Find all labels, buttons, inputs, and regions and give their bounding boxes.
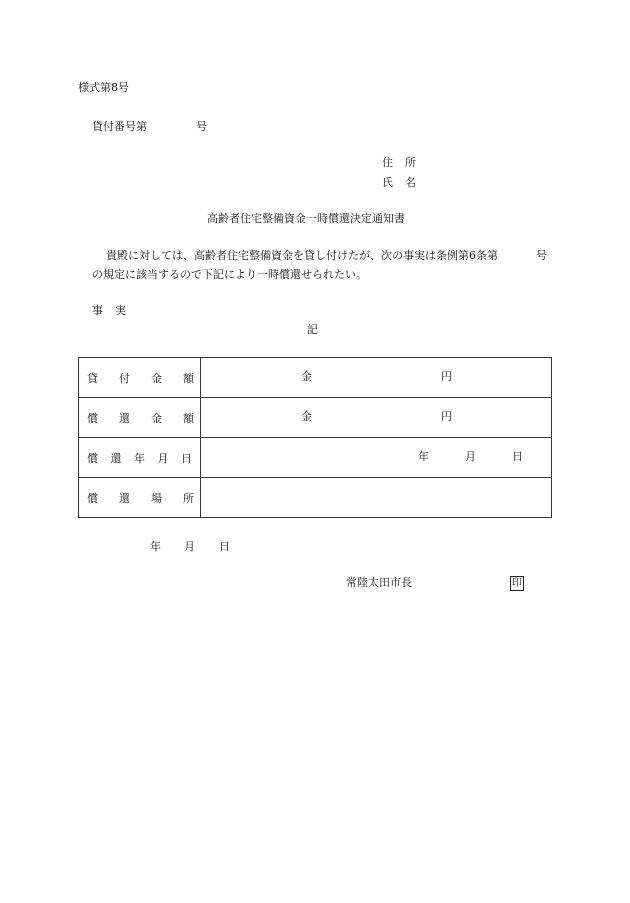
value-repayment-date[interactable]: 年 月 日 (201, 438, 552, 478)
value-repayment-amount[interactable]: 金 円 (201, 398, 552, 438)
document-title: 高齢者住宅整備資金一時償還決定通知書 (207, 212, 405, 225)
issuer-title: 常陸太田市長 (346, 576, 412, 589)
facts-label: 事 実 (92, 304, 126, 317)
details-table (78, 357, 552, 518)
label-repayment-place: 償 還 場 所 (79, 478, 201, 518)
ki-heading: 記 (307, 323, 318, 336)
loan-number-suffix: 号 (196, 120, 207, 133)
seal-mark: 印 (512, 578, 522, 589)
address-label: 住 所 (382, 156, 416, 169)
value-loan-amount[interactable]: 金 円 (201, 358, 552, 398)
label-repayment-date: 償 還 年 月 日 (79, 438, 201, 478)
date-month: 月 (184, 540, 195, 553)
form-number: 様式第8号 (78, 81, 129, 94)
body-line-2: の規定に該当するので下記により一時償還せられたい。 (92, 268, 367, 281)
value-repayment-place[interactable] (201, 478, 552, 518)
name-label: 氏 名 (382, 176, 416, 189)
date-year: 年 (150, 540, 161, 553)
body-line-1: 貴殿に対しては、高齢者住宅整備資金を貸し付けたが、次の事実は条例第6条第 (106, 249, 498, 262)
table-row (79, 478, 552, 518)
date-day: 日 (219, 540, 230, 553)
table-row (79, 358, 552, 398)
table-row (79, 438, 552, 478)
label-loan-amount: 貸 付 金 額 (79, 358, 201, 398)
label-repayment-amount: 償 還 金 額 (79, 398, 201, 438)
body-line-1-end: 号 (536, 249, 547, 262)
loan-number-prefix: 貸付番号第 (92, 120, 147, 133)
table-row (79, 398, 552, 438)
